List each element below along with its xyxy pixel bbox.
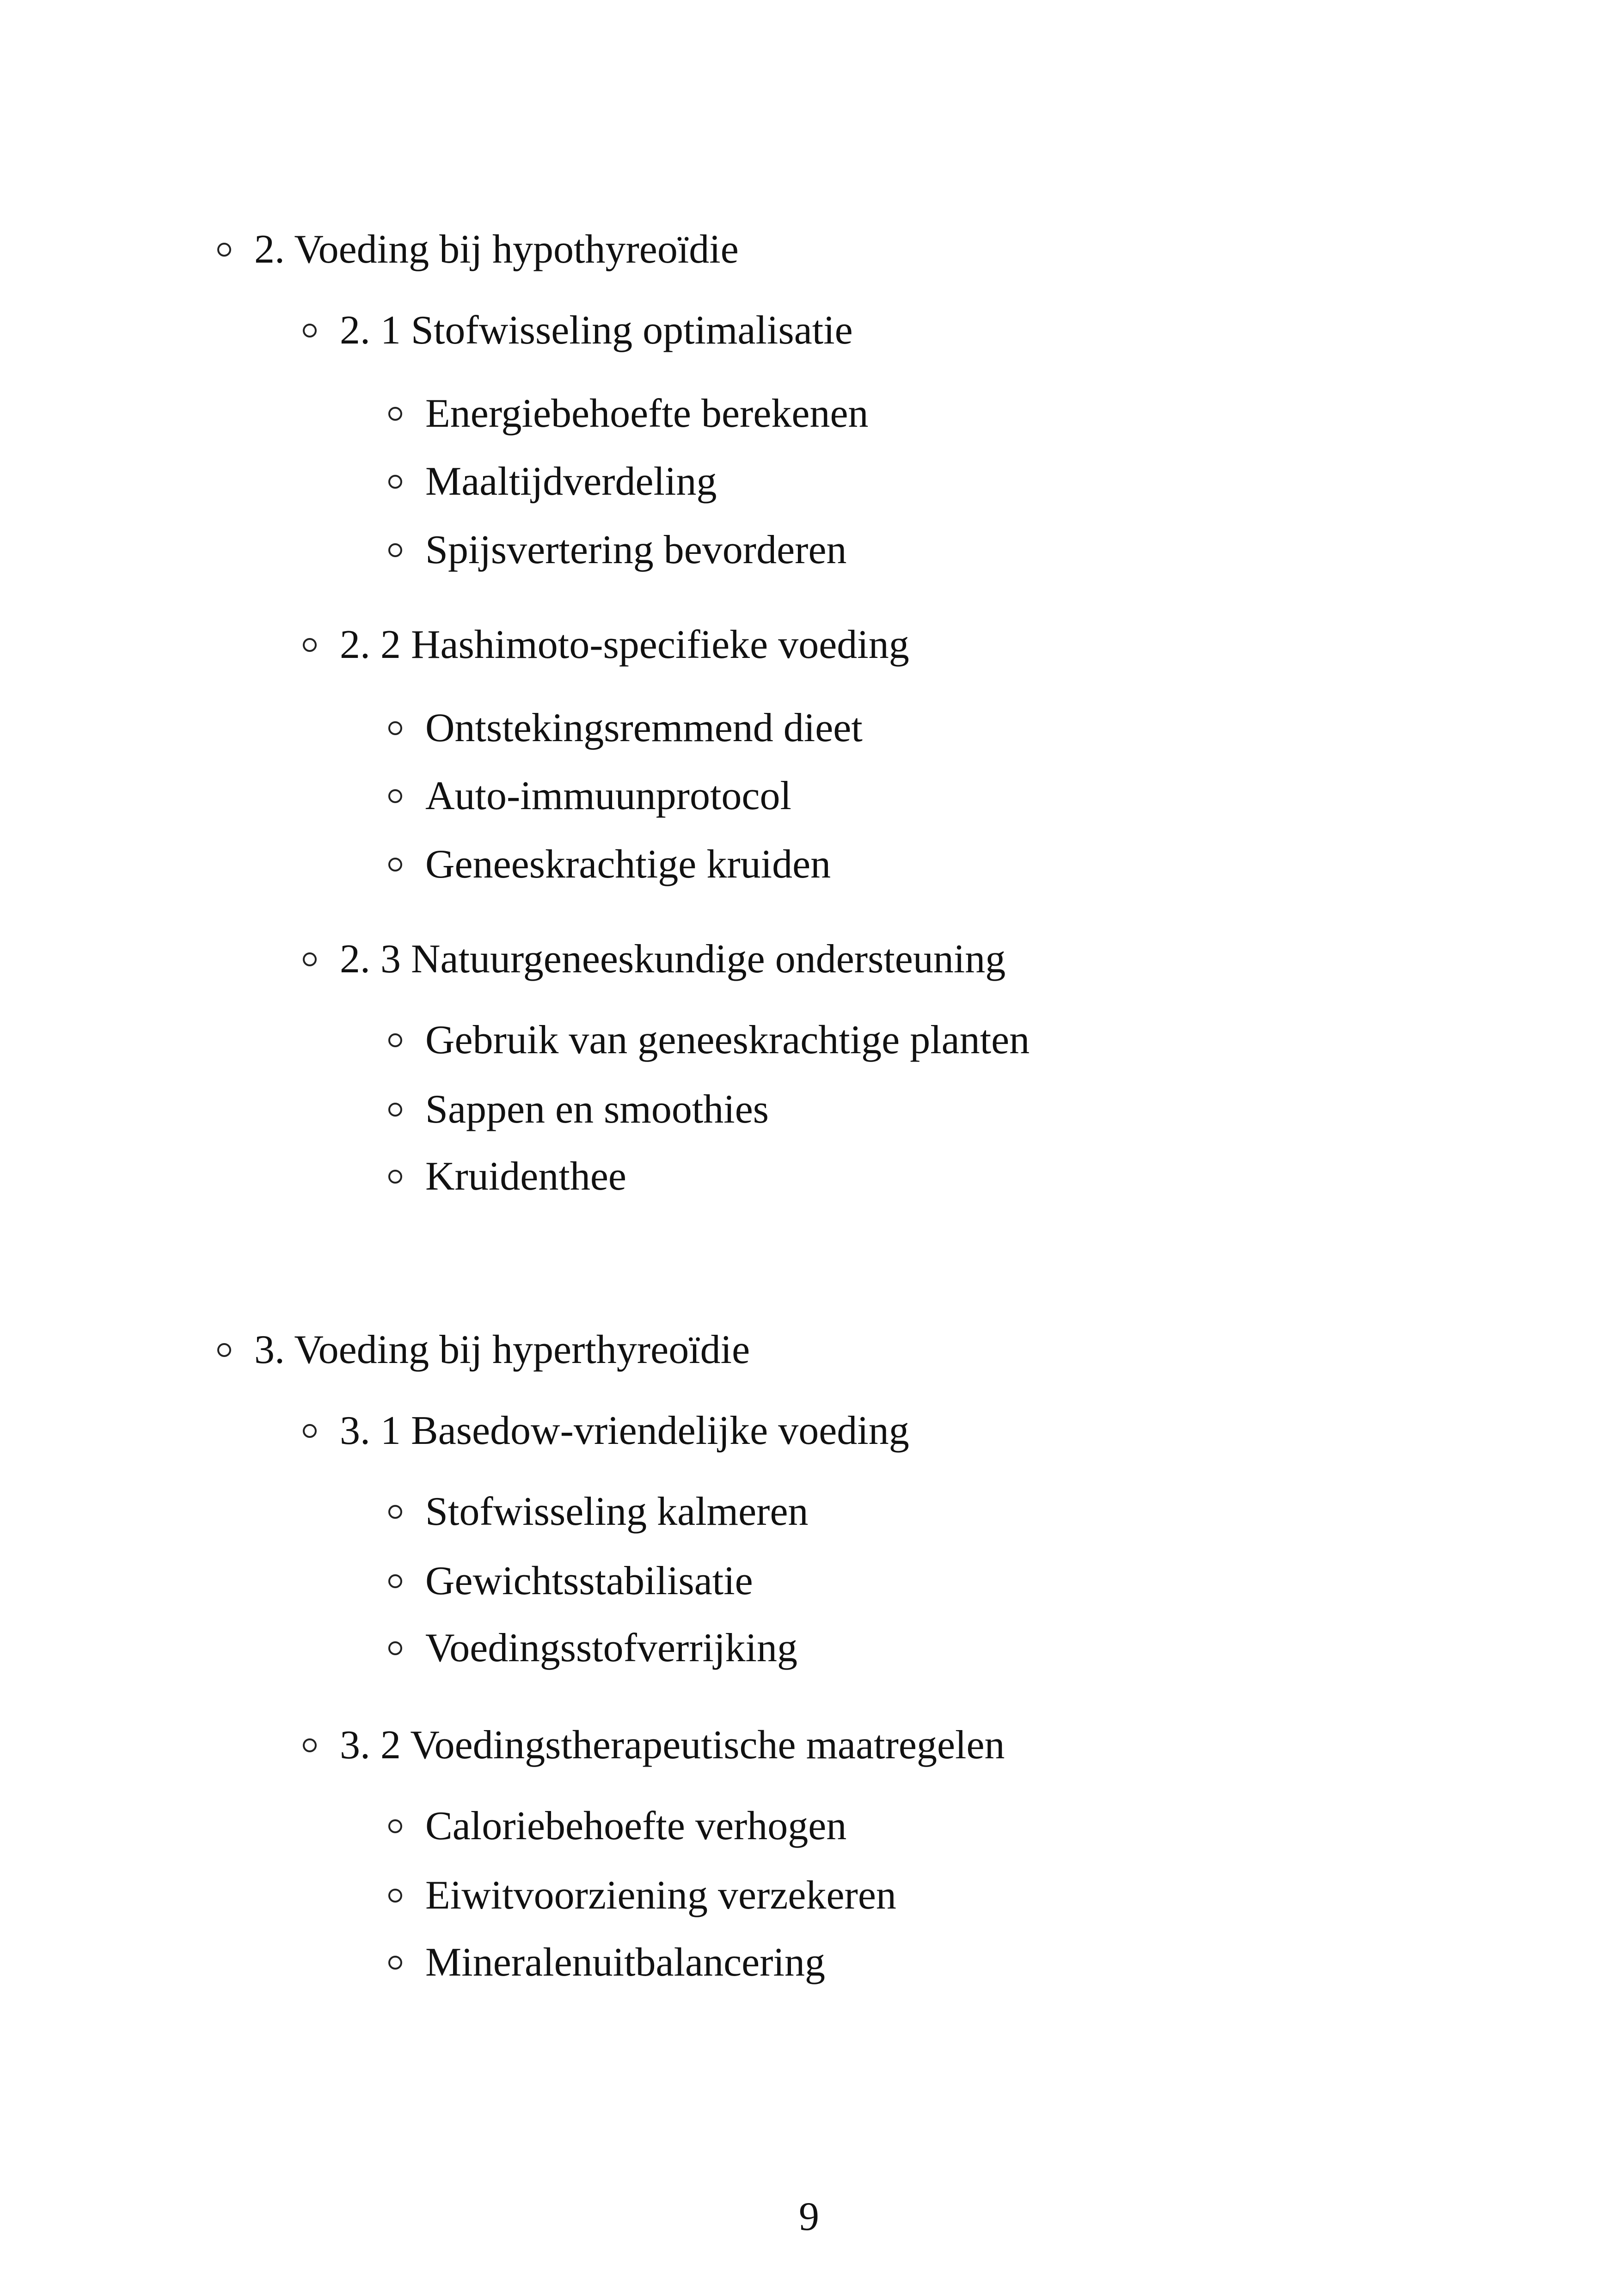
hollow-bullet-icon (388, 721, 402, 735)
list-item-text: Ontstekingsremmend dieet (425, 706, 863, 750)
subsection-heading (303, 936, 1005, 982)
hollow-bullet-icon (388, 1103, 402, 1117)
list-item (388, 1154, 626, 1200)
hollow-bullet-icon (388, 1956, 402, 1970)
list-item-text: Spijsvertering bevorderen (425, 528, 847, 572)
hollow-bullet-icon (388, 543, 402, 557)
hollow-bullet-icon (388, 1505, 402, 1519)
subsection-heading (303, 1408, 909, 1454)
hollow-bullet-icon (217, 243, 231, 257)
list-item-text: Auto-immuunprotocol (425, 774, 791, 818)
hollow-bullet-icon (388, 1819, 402, 1833)
list-item (388, 1017, 1030, 1063)
list-item-text: Eiwitvoorziening verzekeren (425, 1873, 896, 1918)
list-item-text: Energiebehoefte berekenen (425, 391, 869, 436)
hollow-bullet-icon (388, 1170, 402, 1184)
subsection-title: 3. 1 Basedow-vriendelijke voeding (340, 1408, 909, 1453)
hollow-bullet-icon (388, 407, 402, 421)
subsection-title: 3. 2 Voedingstherapeutische maatregelen (340, 1723, 1005, 1768)
section-heading (217, 1327, 750, 1373)
hollow-bullet-icon (388, 1889, 402, 1903)
list-item-text: Stofwisseling kalmeren (425, 1489, 809, 1534)
section-title: 3. Voeding bij hyperthyreoïdie (254, 1327, 750, 1372)
list-item (388, 1625, 797, 1671)
subsection-title: 2. 2 Hashimoto-specifieke voeding (340, 622, 909, 667)
list-item (388, 1558, 753, 1604)
hollow-bullet-icon (303, 952, 317, 966)
list-item (388, 391, 869, 437)
hollow-bullet-icon (217, 1343, 231, 1357)
hollow-bullet-icon (303, 324, 317, 338)
list-item-text: Maaltijdverdeling (425, 459, 717, 504)
list-item (388, 841, 831, 888)
hollow-bullet-icon (388, 475, 402, 489)
list-item-text: Gebruik van geneeskrachtige planten (425, 1018, 1030, 1062)
list-item (388, 773, 791, 819)
list-item-text: Caloriebehoefte verhogen (425, 1804, 847, 1848)
list-item-text: Sappen en smoothies (425, 1087, 769, 1132)
hollow-bullet-icon (388, 1033, 402, 1047)
subsection-heading (303, 1722, 1005, 1768)
list-item (388, 1940, 825, 1986)
list-item-text: Kruidenthee (425, 1154, 626, 1199)
page-number: 9 (799, 2194, 819, 2239)
list-item-text: Mineralenuitbalancering (425, 1940, 825, 1985)
list-item (388, 459, 717, 505)
list-item (388, 527, 847, 573)
list-item (388, 1872, 896, 1919)
hollow-bullet-icon (388, 1641, 402, 1655)
hollow-bullet-icon (388, 858, 402, 872)
hollow-bullet-icon (388, 1574, 402, 1588)
section-heading (217, 227, 739, 273)
hollow-bullet-icon (388, 789, 402, 803)
list-item (388, 1489, 809, 1535)
hollow-bullet-icon (303, 638, 317, 652)
subsection-heading (303, 622, 909, 668)
hollow-bullet-icon (303, 1738, 317, 1752)
list-item (388, 705, 863, 751)
list-item-text: Voedingsstofverrijking (425, 1626, 797, 1670)
subsection-heading (303, 307, 853, 354)
hollow-bullet-icon (303, 1424, 317, 1438)
list-item (388, 1803, 846, 1849)
list-item-text: Gewichtsstabilisatie (425, 1559, 753, 1603)
subsection-title: 2. 3 Natuurgeneeskundige ondersteuning (340, 937, 1006, 982)
list-item (388, 1087, 769, 1133)
subsection-title: 2. 1 Stofwisseling optimalisatie (340, 308, 853, 353)
list-item-text: Geneeskrachtige kruiden (425, 842, 831, 887)
section-title: 2. Voeding bij hypothyreoïdie (254, 227, 739, 272)
